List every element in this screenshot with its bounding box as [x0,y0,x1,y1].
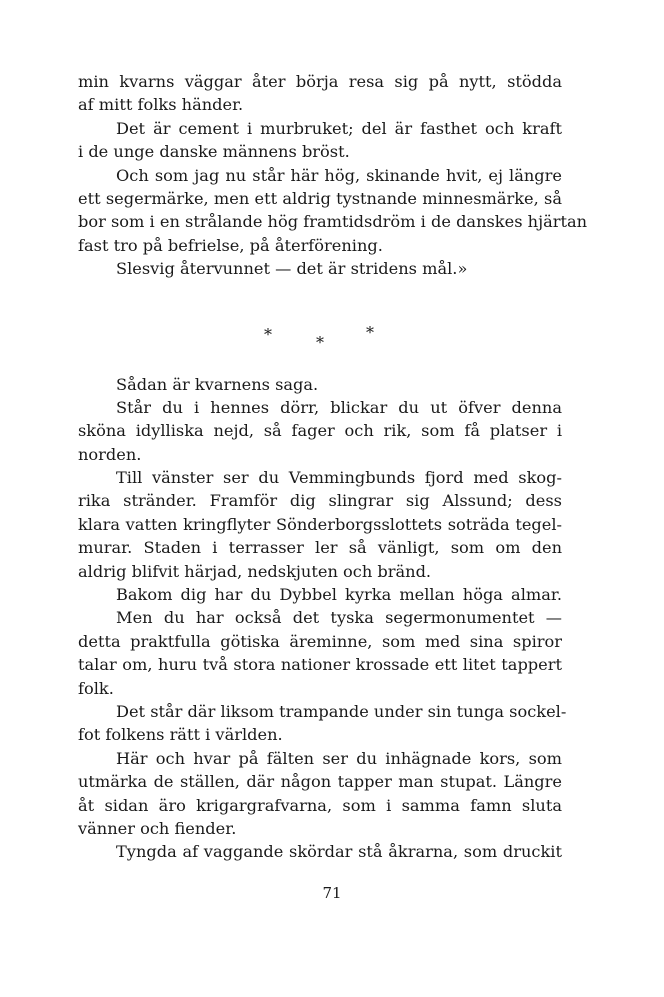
text-line: Det står där liksom trampande under sin tunga sockel- [116,701,567,721]
text-line: bor som i en strålande hög framtidsdröm i de danskes hjärtan [78,212,588,232]
text-line: ett segermärke, men ett aldrig tystnande minnesmärke, så [78,188,562,208]
asterisk: * [316,332,324,352]
text-line: folk. [78,678,114,698]
text-line: Det är cement i murbruket; del är fasthet och kraft [116,118,562,138]
text-line: Bakom dig har du Dybbel kyrka mellan höga almar. [116,585,562,605]
text-line: norden. [78,444,142,464]
text-line: murar. Staden i terrasser ler så vänligt, som om den [78,538,562,558]
text-line: Slesvig återvunnet — det är stridens mål.» [116,259,468,279]
page-number: 71 [322,884,342,902]
text-line: klara vatten kringflyter Sönderborgsslottets soträda tegel- [78,514,562,534]
text-line: i de unge danske männens bröst. [78,142,350,162]
text-block-lower [78,373,567,864]
text-block-upper [78,70,588,281]
text-line: Tyngda af vaggande skördar stå åkrarna, som druckit [116,842,562,862]
text-line: Och som jag nu står här hög, skinande hvit, ej längre [116,165,562,185]
text-line: rika stränder. Framför dig slingrar sig Alssund; dess [78,491,562,511]
text-line: min kvarns väggar åter börja resa sig på nytt, stödda [78,72,562,91]
text-line: af mitt folks händer. [78,95,244,115]
text-line: vänner och fiender. [78,818,237,838]
text-line: Här och hvar på fälten ser du inhägnade kors, som [116,748,562,768]
section-separator [78,281,562,373]
text-line: Står du i hennes dörr, blickar du ut öfver denna [116,397,562,417]
text-line: åt sidan äro krigargrafvarna, som i samma famn sluta [78,795,562,815]
text-line: sköna idylliska nejd, så fager och rik, som få platser i [78,421,562,441]
text-line: fast tro på befrielse, på återförening. [78,235,383,255]
text-line: Sådan är kvarnens saga. [116,374,319,394]
text-line: Men du har också det tyska segermonumentet — [116,608,562,628]
text-line: aldrig blifvit härjad, nedskjuten och bränd. [78,561,432,581]
text-line: Till vänster ser du Vemmingbunds fjord med skog- [116,468,562,488]
text-line: detta praktfulla götiska äreminne, som med sina spiror [78,631,562,651]
asterisk: * [366,322,374,342]
book-page [78,70,588,864]
text-line: talar om, huru två stora nationer krossade ett litet tappert [78,655,562,675]
asterisk: * [264,324,272,344]
text-line: utmärka de ställen, där någon tapper man stupat. Längre [78,772,562,792]
text-line: fot folkens rätt i världen. [78,725,283,745]
